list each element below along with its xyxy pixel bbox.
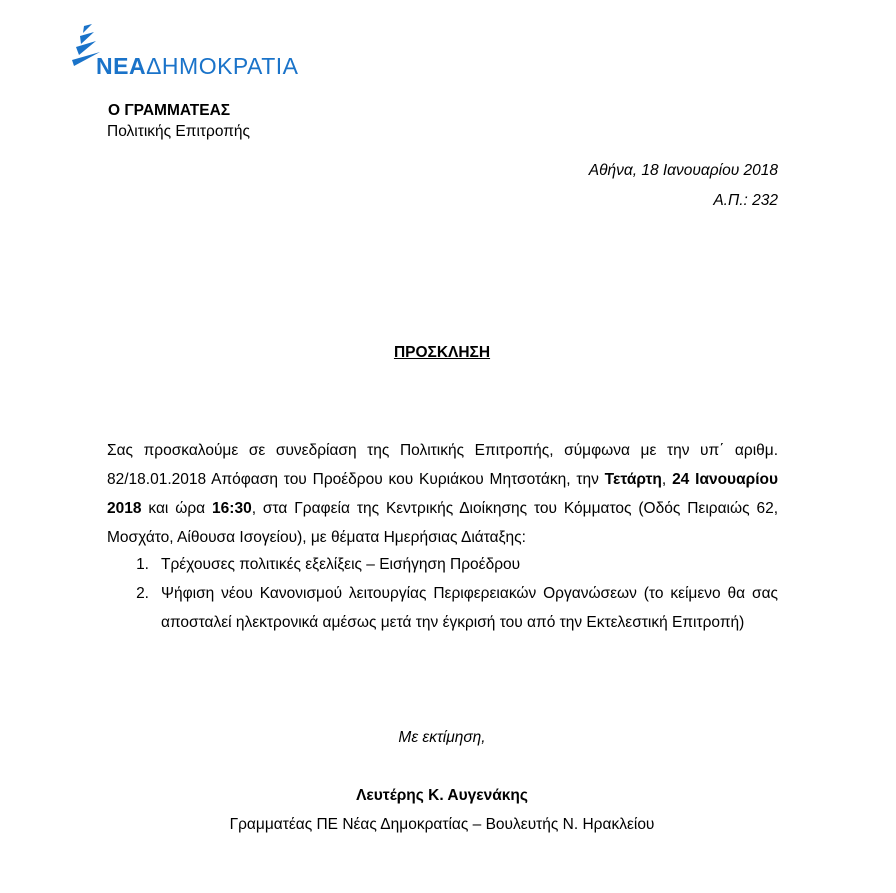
logo-text-light: ΔΗΜΟΚΡΑΤΙΑ bbox=[146, 53, 299, 79]
agenda-item bbox=[107, 579, 778, 637]
invitation-body bbox=[107, 436, 778, 552]
logo-text-bold: ΝΕΑ bbox=[96, 53, 147, 79]
party-logo bbox=[70, 22, 310, 82]
body-text-part2: και ώρα bbox=[141, 500, 213, 517]
agenda-item-number: 2. bbox=[136, 585, 149, 602]
meeting-time: 16:30 bbox=[212, 500, 252, 517]
logo-wordmark bbox=[96, 53, 298, 80]
agenda-item bbox=[107, 550, 778, 579]
document-date: Αθήνα, 18 Ιανουαρίου 2018 bbox=[588, 162, 778, 179]
agenda-item-text: Ψήφιση νέου Κανονισμού λειτουργίας Περιφερειακών Οργανώσεων (το κείμενο θα σας αποσταλεί ηλεκτρονικά αμέσως μετά την έγκρισή του από την Εκτελεστική Επιτροπή) bbox=[161, 585, 778, 631]
agenda-list bbox=[107, 550, 778, 637]
signatory-name: Λευτέρης Κ. Αυγενάκης bbox=[356, 787, 528, 804]
reference-number: Α.Π.: 232 bbox=[713, 192, 778, 209]
document-heading: ΠΡΟΣΚΛΗΣΗ bbox=[393, 344, 491, 361]
body-text-part3: , στα Γραφεία της Κεντρικής Διοίκησης του Κόμματος (Οδός Πειραιώς 62, Μοσχάτο, Αίθουσα Ισογείου), με θέματα Ημερήσιας Διάταξης: bbox=[107, 500, 779, 546]
closing-salutation: Με εκτίμηση, bbox=[398, 729, 486, 746]
body-separator: , bbox=[661, 471, 673, 488]
sender-title: Ο ΓΡΑΜΜΑΤΕΑΣ bbox=[108, 102, 231, 119]
signatory-role: Γραμματέας ΠΕ Νέας Δημοκρατίας – Βουλευτής Ν. Ηρακλείου bbox=[229, 816, 655, 833]
agenda-item-text: Τρέχουσες πολιτικές εξελίξεις – Εισήγηση Προέδρου bbox=[161, 556, 521, 573]
body-text-part1: Σας προσκαλούμε σε συνεδρίαση της Πολιτικής Επιτροπής, σύμφωνα με την υπ΄ αριθμ. 82/18.01.2018 Απόφαση του Προέδρου κου Κυριάκου Μητσοτάκη, την bbox=[107, 442, 778, 488]
sender-subtitle: Πολιτικής Επιτροπής bbox=[107, 123, 251, 140]
meeting-date: 24 Ιανουαρίου 2018 bbox=[107, 471, 778, 517]
meeting-day: Τετάρτη bbox=[604, 471, 662, 488]
agenda-item-number: 1. bbox=[136, 556, 149, 573]
